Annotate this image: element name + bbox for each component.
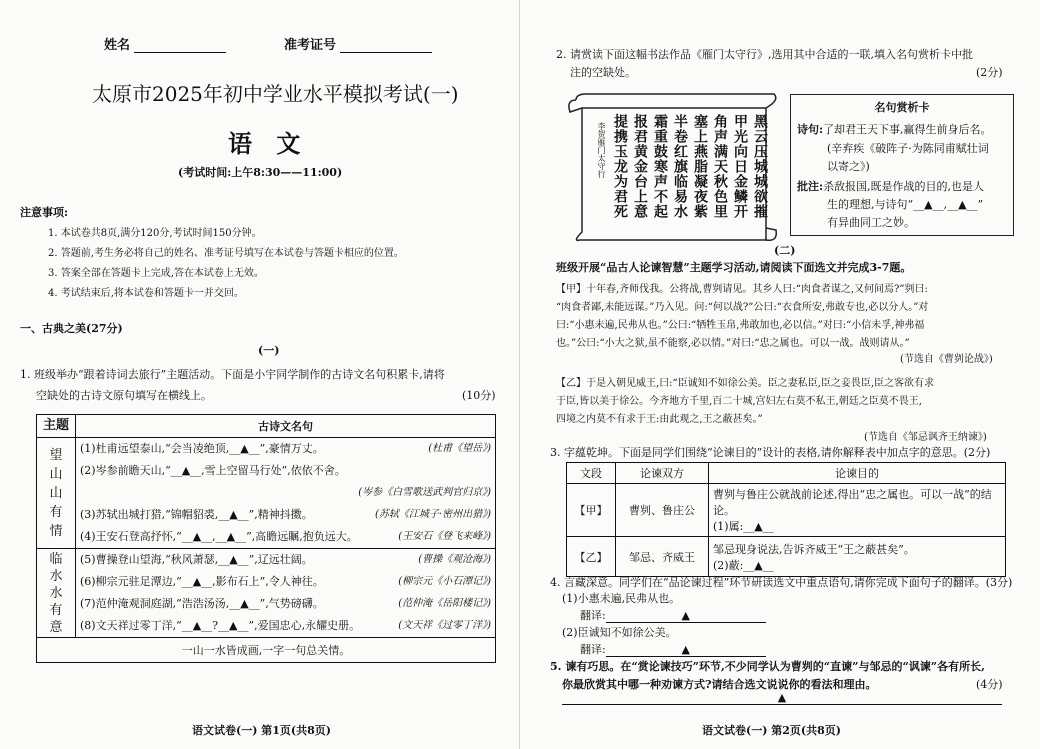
poem-line bbox=[80, 504, 491, 526]
poem-line-source: (岑参《白雪歌送武判官归京》) bbox=[358, 487, 491, 498]
notice-item: 2. 答题前,考生务必将自己的姓名、准考证号填写在本试卷与答题卡相应的位置。 bbox=[48, 248, 404, 259]
translate-row-2 bbox=[580, 641, 766, 657]
section-title: 一、古典之美(27分) bbox=[20, 322, 123, 335]
page-footer: 语文试卷(一) 第1页(共8页) bbox=[192, 724, 331, 737]
theme-char: 山 bbox=[49, 485, 63, 501]
poem-line bbox=[80, 438, 491, 460]
calligraphy-column: 塞上燕脂凝夜紫 bbox=[692, 114, 708, 219]
calligraphy-column: 提携玉龙为君死 bbox=[612, 114, 628, 219]
section2-intro: 班级开展“品古人论谏智慧”主题学习活动,请阅读下面选文并完成3-7题。 bbox=[556, 261, 912, 274]
card-note-3: 有异曲同工之妙。 bbox=[827, 216, 915, 229]
purpose-blank: (1)属:__▲__ bbox=[713, 520, 774, 533]
argument-purpose-table bbox=[566, 462, 1006, 577]
poem-line-text: (8)文天祥过零丁洋,“__▲__?__▲__”,爱国忠心,永耀史册。 bbox=[80, 619, 361, 632]
passage-yi-line: 四境之内莫不有求于王:由此观之,王之蔽甚矣。” bbox=[556, 414, 763, 425]
question-2-text: 2. 请赏读下面这幅书法作品《雁门太守行》,选用其中合适的一联,填入名句赏析卡中批 bbox=[556, 48, 973, 61]
poem-line-text: (2)岑参前瞻天山,“__▲__,雪上空留马行处”,依依不舍。 bbox=[80, 464, 346, 477]
calligraphy-column: 甲光向日金鳞开 bbox=[732, 114, 748, 219]
question-5-text: 5. 谏有巧思。在“赏论谏技巧”环节,不少同学认为曹刿的“直谏”与邹忌的“讽谏”各有所长, bbox=[550, 660, 985, 673]
calligraphy-column: 报君黄金台上意 bbox=[632, 114, 648, 219]
table-cell: 邹忌、齐威王 bbox=[616, 537, 709, 577]
translate-label: 翻译: bbox=[580, 643, 606, 656]
card-source-1: (辛弃疾《破阵子·为陈同甫赋壮词 bbox=[827, 142, 989, 155]
card-note-text: 杀敌报国,既是作战的目的,也是人 bbox=[823, 180, 985, 193]
poem-line-source: (范仲淹《岳阳楼记》) bbox=[398, 598, 491, 609]
poem-line-text: (7)范仲淹观洞庭湖,“浩浩汤汤,__▲__”,气势磅礴。 bbox=[80, 597, 324, 610]
card-note-2: 生的理想,与诗句“__▲__,__▲__” bbox=[827, 198, 984, 211]
calligraphy-column: 黑云压城城欲摧 bbox=[752, 114, 768, 219]
table-cell bbox=[709, 537, 1006, 577]
question-1-text-2: 空缺处的古诗文原句填写在横线上。 bbox=[36, 389, 212, 402]
exam-time: (考试时间:上午8:30——11:00) bbox=[178, 166, 343, 179]
poem-line bbox=[80, 549, 491, 571]
poem-line bbox=[80, 593, 491, 615]
mountain-lines bbox=[76, 438, 496, 549]
question-4-text: 4. 言藏深意。同学们在“品论谏过程”环节研读选文中重点语句,请你完成下面句子的翻译。(3分) bbox=[550, 576, 1013, 589]
water-lines bbox=[76, 549, 496, 638]
poem-line-text: (1)杜甫远望泰山,“会当凌绝顶,__▲__”,豪情万丈。 bbox=[80, 442, 324, 455]
poem-line bbox=[80, 460, 491, 482]
theme-char: 望 bbox=[49, 447, 63, 463]
theme-char: 意 bbox=[49, 619, 63, 635]
theme-char: 临 bbox=[49, 551, 63, 567]
card-poem bbox=[797, 121, 1013, 137]
question-5-text-2: 你最欣赏其中哪一种劝谏方式?请结合选文说说你的看法和理由。 bbox=[562, 678, 877, 691]
table-footer-line: 一山一水皆成画,一字一句总关情。 bbox=[37, 638, 496, 663]
id-blank bbox=[340, 52, 432, 53]
passage-jia-line: 【甲】十年春,齐师伐我。公将战,曹刿请见。其乡人曰:“肉食者谋之,又何间焉?”刿曰: bbox=[556, 284, 928, 295]
question-4-sentence-2: (2)臣诚知不如徐公美。 bbox=[562, 626, 677, 639]
theme-char: 情 bbox=[49, 523, 63, 539]
passage-jia-line: “肉食者鄙,未能远谋。”乃入见。问:“何以战?”公曰:“衣食所安,弗敢专也,必以分人。”对 bbox=[556, 302, 929, 313]
subject-title: 语 文 bbox=[228, 129, 309, 158]
table-head: 论谏双方 bbox=[616, 463, 709, 484]
poem-line-text: (5)曹操登山望海,“秋风萧瑟,__▲__”,辽远壮阔。 bbox=[80, 553, 313, 566]
calligraphy-signature: 李贺雁门太守行 bbox=[597, 122, 606, 178]
theme-char: 有 bbox=[49, 504, 63, 520]
poem-line-text: (4)王安石登高抒怀,“__▲__,__▲__”,高瞻远瞩,抱负远大。 bbox=[80, 530, 358, 543]
translate-label: 翻译: bbox=[580, 609, 606, 622]
name-label: 姓名 bbox=[104, 38, 131, 53]
question-2-text-2: 注的空缺处。 bbox=[570, 66, 636, 79]
id-label: 准考证号 bbox=[284, 38, 337, 53]
question-4-sentence-1: (1)小惠未遍,民弗从也。 bbox=[562, 592, 681, 605]
poem-line-source: (苏轼《江城子·密州出猎》) bbox=[375, 509, 491, 520]
poem-line bbox=[80, 482, 491, 504]
notice-heading: 注意事项: bbox=[20, 206, 69, 219]
theme-char: 有 bbox=[49, 602, 63, 618]
poem-line-source: (王安石《登飞来峰》) bbox=[398, 531, 491, 542]
table-cell: 【乙】 bbox=[567, 537, 616, 577]
quote-analysis-card bbox=[790, 94, 1014, 236]
table-head: 文段 bbox=[567, 463, 616, 484]
poem-line-source: (柳宗元《小石潭记》) bbox=[398, 576, 491, 587]
translate-blank: ▲ bbox=[606, 609, 766, 623]
question-5-score: (4分) bbox=[976, 678, 1003, 691]
name-field bbox=[104, 34, 226, 53]
part-label: (一) bbox=[258, 344, 280, 357]
card-poem-text: 了却君王天下事,赢得生前身后名。 bbox=[823, 123, 992, 136]
poem-line-source: (曹操《观沧海》) bbox=[418, 554, 491, 565]
table-cell bbox=[709, 484, 1006, 537]
table-cell: 【甲】 bbox=[567, 484, 616, 537]
calligraphy-column: 角声满天秋色里 bbox=[712, 114, 728, 219]
calligraphy-text bbox=[612, 114, 770, 234]
poem-line bbox=[80, 571, 491, 593]
table-head-theme: 主题 bbox=[37, 415, 76, 438]
notice-item: 1. 本试卷共8页,满分120分,考试时间150分钟。 bbox=[48, 228, 262, 239]
answer-line: ▲ bbox=[562, 691, 1002, 705]
card-poem-label: 诗句: bbox=[797, 123, 824, 136]
question-3-text: 3. 字蕴乾坤。下面是同学们围绕“论谏目的”设计的表格,请你解释表中加点字的意思。(2分) bbox=[550, 446, 991, 459]
poem-line-text: (3)苏轼出城打猎,“锦帽貂裘,__▲__”,精神抖擞。 bbox=[80, 508, 313, 521]
poem-line-source: (杜甫《望岳》) bbox=[428, 443, 491, 454]
page-footer-2: 语文试卷(一) 第2页(共8页) bbox=[702, 724, 841, 737]
passage-yi-source: (节选自《邹忌讽齐王纳谏》) bbox=[864, 432, 987, 443]
poem-line-source: (文天祥《过零丁洋》) bbox=[398, 620, 491, 631]
notice-item: 4. 考试结束后,将本试卷和答题卡一并交回。 bbox=[48, 288, 244, 299]
theme-char: 水 bbox=[49, 568, 63, 584]
passage-yi-line: 于臣,皆以美于徐公。今齐地方千里,百二十城,宫妇左右莫不私王,朝廷之臣莫不畏王, bbox=[556, 396, 922, 407]
table-head-lines: 古诗文名句 bbox=[76, 415, 496, 438]
calligraphy-column: 霜重鼓寒声不起 bbox=[652, 114, 668, 219]
theme-water bbox=[37, 549, 76, 638]
calligraphy-scroll bbox=[566, 92, 782, 244]
purpose-text: 曹刿与鲁庄公就战前论述,得出“忠之属也。可以一战”的结论。 bbox=[713, 488, 992, 517]
purpose-text: 邹忌现身说法,告诉齐威王“王之蔽甚矣”。 bbox=[713, 542, 915, 556]
passage-jia-source: (节选自《曹刿论战》) bbox=[900, 354, 993, 365]
id-field bbox=[284, 34, 432, 53]
question-1-text: 1. 班级举办“跟着诗词去旅行”主题活动。下面是小宇同学制作的古诗文名句积累卡,请将 bbox=[20, 368, 445, 381]
poem-card-table bbox=[36, 414, 496, 663]
theme-char: 山 bbox=[49, 466, 63, 482]
passage-jia-line: 曰:“小惠未遍,民弗从也。”公曰:“牺牲玉帛,弗敢加也,必以信。”对曰:“小信未孚,神弗福 bbox=[556, 320, 925, 331]
part-label-2: (二) bbox=[774, 244, 796, 257]
exam-title: 太原市2025年初中学业水平模拟考试(一) bbox=[92, 82, 459, 106]
translate-row-1 bbox=[580, 607, 766, 623]
calligraphy-column: 半卷红旗临易水 bbox=[672, 114, 688, 219]
question-1-score: (10分) bbox=[462, 389, 496, 402]
passage-yi-line: 【乙】于是入朝见威王,曰:“臣诚知不如徐公美。臣之妻私臣,臣之妾畏臣,臣之客欲有求 bbox=[556, 378, 935, 389]
translate-blank: ▲ bbox=[606, 643, 766, 657]
name-blank bbox=[134, 52, 226, 53]
card-title: 名句赏析卡 bbox=[874, 101, 930, 114]
card-source-2: 以寄之》) bbox=[827, 160, 870, 173]
theme-mountain bbox=[37, 438, 76, 549]
theme-char: 水 bbox=[49, 585, 63, 601]
passage-jia-line: 也。”公曰:“小大之狱,虽不能察,必以情。”对曰:“忠之属也。可以一战。战则请从。” bbox=[556, 338, 910, 349]
table-head: 论谏目的 bbox=[709, 463, 1006, 484]
poem-line-text: (6)柳宗元驻足潭边,“__▲__,影布石上”,令人神往。 bbox=[80, 575, 324, 588]
purpose-blank: (2)蔽:__▲__ bbox=[713, 558, 774, 572]
poem-line bbox=[80, 615, 491, 637]
card-note bbox=[797, 178, 1013, 194]
notice-item: 3. 答案全部在答题卡上完成,答在本试卷上无效。 bbox=[48, 268, 264, 279]
card-note-label: 批注: bbox=[797, 180, 824, 193]
table-cell: 曹刿、鲁庄公 bbox=[616, 484, 709, 537]
poem-line bbox=[80, 526, 491, 548]
question-2-score: (2分) bbox=[976, 66, 1003, 79]
